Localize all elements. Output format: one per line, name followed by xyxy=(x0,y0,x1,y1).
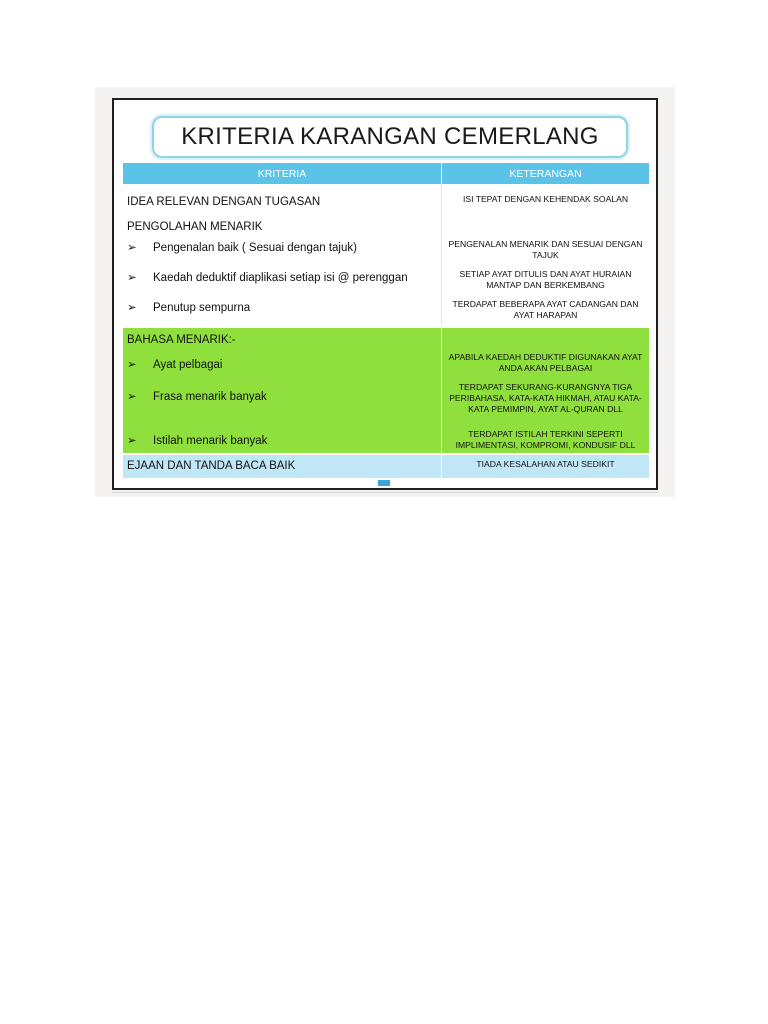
list-item xyxy=(127,300,250,314)
list-item-label: Penutup sempurna xyxy=(153,302,251,314)
section-ejaan xyxy=(123,455,649,478)
list-item-label: Pengenalan baik ( Sesuai dengan tajuk) xyxy=(153,242,357,254)
list-item-note: TERDAPAT ISTILAH TERKINI SEPERTI IMPLIMENTASI, KOMPROMI, KONDUSIF DLL xyxy=(455,429,636,450)
bahasa-heading: BAHASA MENARIK:- xyxy=(127,334,236,346)
list-item-label: Istilah menarik banyak xyxy=(153,435,268,447)
section-pengolahan xyxy=(123,184,649,324)
idea-note: ISI TEPAT DENGAN KEHENDAK SOALAN xyxy=(462,194,629,204)
list-item-label: Frasa menarik banyak xyxy=(153,391,267,403)
list-item xyxy=(127,240,357,254)
blue-marker xyxy=(378,480,390,486)
divider xyxy=(112,492,658,493)
idea-heading: IDEA RELEVAN DENGAN TUGASAN xyxy=(127,196,321,208)
list-item xyxy=(127,270,408,284)
arrow-bullet-icon: ➢ xyxy=(127,242,137,254)
list-item-note: APABILA KAEDAH DEDUKTIF DIGUNAKAN AYAT ANDA AKAN PELBAGAI xyxy=(448,352,643,373)
arrow-bullet-icon: ➢ xyxy=(127,435,137,447)
arrow-bullet-icon: ➢ xyxy=(127,302,137,314)
list-item xyxy=(127,357,222,371)
list-item-label: Ayat pelbagai xyxy=(153,359,223,371)
header-keterangan: KETERANGAN xyxy=(441,163,649,184)
ejaan-note: TIADA KESALAHAN ATAU SEDIKIT xyxy=(476,459,615,469)
header-kriteria: KRITERIA xyxy=(257,167,307,180)
arrow-bullet-icon: ➢ xyxy=(127,359,137,371)
list-item-label: Kaedah deduktif diaplikasi setiap isi @ perenggan xyxy=(153,272,408,284)
page-title: KRITERIA KARANGAN CEMERLANG xyxy=(152,116,628,158)
criteria-card xyxy=(112,98,658,490)
table-header-row xyxy=(123,163,649,184)
pengolahan-heading: PENGOLAHAN MENARIK xyxy=(127,221,263,233)
list-item-note: TERDAPAT SEKURANG-KURANGNYA TIGA PERIBAHASA, KATA-KATA HIKMAH, ATAU KATA-KATA PEMIMPIN, AYAT AL-QURAN DLL xyxy=(449,382,642,414)
ejaan-heading: EJAAN DAN TANDA BACA BAIK xyxy=(127,460,296,472)
arrow-bullet-icon: ➢ xyxy=(127,391,137,403)
arrow-bullet-icon: ➢ xyxy=(127,272,137,284)
list-item-note: PENGENALAN MENARIK DAN SESUAI DENGAN TAJUK xyxy=(448,239,643,260)
list-item-note: TERDAPAT BEBERAPA AYAT CADANGAN DAN AYAT HARAPAN xyxy=(452,299,639,320)
section-bahasa xyxy=(123,328,649,453)
list-item-note: SETIAP AYAT DITULIS DAN AYAT HURAIAN MANTAP DAN BERKEMBANG xyxy=(459,269,632,290)
criteria-table xyxy=(123,163,649,478)
list-item xyxy=(127,389,267,403)
list-item xyxy=(127,433,267,447)
